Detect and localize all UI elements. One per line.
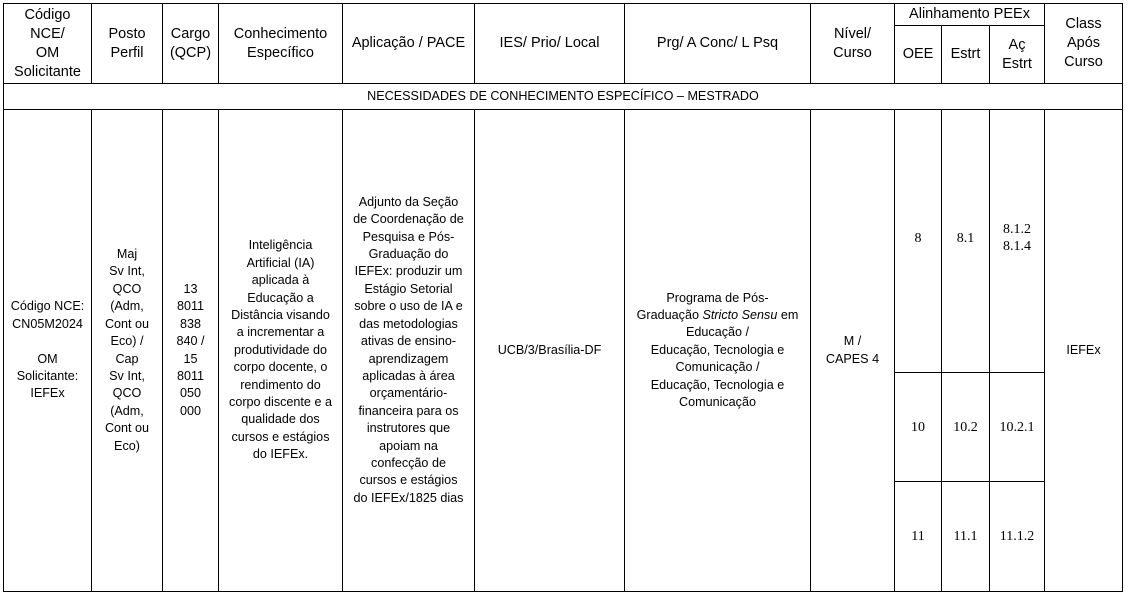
header-ies: IES/ Prio/ Local bbox=[475, 4, 625, 84]
header-codigo: Código NCE/ OM Solicitante bbox=[4, 4, 92, 84]
header-posto-perfil: Posto Perfil bbox=[92, 4, 163, 84]
header-alinhamento: Alinhamento PEEx bbox=[895, 4, 1045, 26]
prg-line1: Programa de Pós- bbox=[666, 290, 769, 305]
cell-aplicacao: Adjunto da Seção de Coordenação de Pesquisa e Pós- Graduação do IEFEx: produzir um Estágio Setorial sobre o uso de IA e das metodologias ativas de ensino- aprendizagem aplicadas à área orçamentário- financeira para os instrutores que apoiam na confecção de cursos e estágios do IEFEx/1825 dias bbox=[343, 110, 475, 592]
align-oee-1: 8 bbox=[895, 110, 942, 373]
align-oee-3: 11 bbox=[895, 482, 942, 592]
align-acoes-3: 11.1.2 bbox=[990, 482, 1045, 592]
prg-rest: Educação / Educação, Tecnologia e Comunicação / Educação, Tecnologia e Comunicação bbox=[650, 325, 785, 410]
header-ac-estrt: Aç Estrt bbox=[990, 26, 1045, 84]
header-estrt: Estrt bbox=[942, 26, 990, 84]
align-acoes-1: 8.1.2 8.1.4 bbox=[990, 110, 1045, 373]
peex-needs-table bbox=[3, 3, 1123, 592]
cell-cargo: 13 8011 838 840 / 15 8011 050 000 bbox=[163, 110, 219, 592]
header-oee: OEE bbox=[895, 26, 942, 84]
align-acoes-2: 10.2.1 bbox=[990, 373, 1045, 482]
cell-ies: UCB/3/Brasília-DF bbox=[475, 110, 625, 592]
header-aplicacao: Aplicação / PACE bbox=[343, 4, 475, 84]
cell-conhecimento: Inteligência Artificial (IA) aplicada à Educação a Distância visando a incrementar a produtividade do corpo docente, o rendimento do corpo discente e a qualidade dos cursos e estágios do IEFEx. bbox=[219, 110, 343, 592]
header-prg: Prg/ A Conc/ L Psq bbox=[625, 4, 811, 84]
cell-nivel: M / CAPES 4 bbox=[811, 110, 895, 592]
align-estrt-1: 8.1 bbox=[942, 110, 990, 373]
align-estrt-3: 11.1 bbox=[942, 482, 990, 592]
header-class: Class Após Curso bbox=[1045, 4, 1123, 84]
cell-codigo: Código NCE: CN05M2024 OM Solicitante: IEFEx bbox=[4, 110, 92, 592]
prg-line2-post: em bbox=[777, 307, 799, 322]
prg-stricto-sensu: Stricto Sensu bbox=[702, 307, 778, 322]
cell-class: IEFEx bbox=[1045, 110, 1123, 592]
header-cargo: Cargo (QCP) bbox=[163, 4, 219, 84]
cell-prg bbox=[625, 110, 811, 592]
section-title: NECESSIDADES DE CONHECIMENTO ESPECÍFICO – MESTRADO bbox=[4, 84, 1123, 110]
prg-line2-pre: Graduação bbox=[636, 307, 703, 322]
header-nivel: Nível/ Curso bbox=[811, 4, 895, 84]
align-estrt-2: 10.2 bbox=[942, 373, 990, 482]
align-oee-2: 10 bbox=[895, 373, 942, 482]
header-conhecimento: Conhecimento Específico bbox=[219, 4, 343, 84]
cell-posto-perfil: Maj Sv Int, QCO (Adm, Cont ou Eco) / Cap Sv Int, QCO (Adm, Cont ou Eco) bbox=[92, 110, 163, 592]
